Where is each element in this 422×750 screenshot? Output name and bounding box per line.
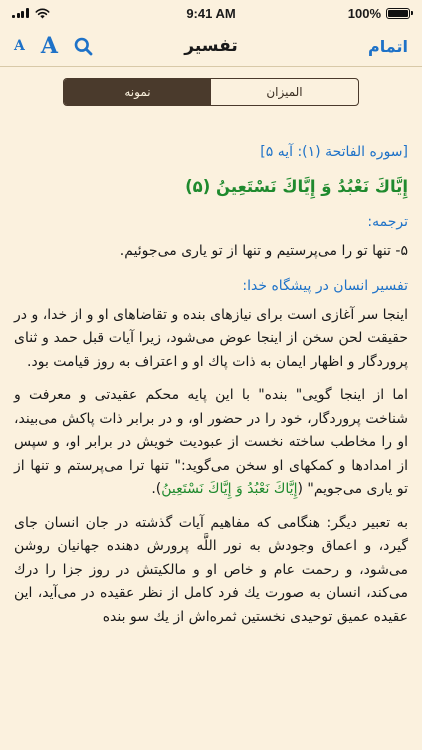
battery-icon — [386, 8, 410, 19]
search-icon[interactable] — [74, 37, 93, 56]
page-title: تفسیر — [184, 36, 238, 56]
translation-heading: ترجمه: — [367, 214, 408, 230]
paragraph-2-text: اما از اینجا گویی" بنده" با این پایه محکم عقیدتی و معرفت و شناخت پروردگار، خود را در حضور او، و در برابر ذات پاکش می‌بیند، او را مخاطب ساخته نخست از عبودیت خویش در برابر او، و سپس از امدادها و کمکهای او سخن می‌گوید:" تنها ترا می‌پرستم و تنها از تو یاری می‌جویم" ( — [14, 387, 408, 497]
tafsir-content — [14, 140, 408, 629]
battery-percentage: 100% — [347, 5, 381, 21]
paragraph-3: به تعبیر دیگر: هنگامی که مفاهیم آیات گذشته در جان انسان جای گیرد، و اعماق وجودش به نور اللَّه پرورش دهنده جهانیان روشن می‌شود، و رحمت عام و خاص او و مالکیتش در روز جزا را درك می‌كند، انسان به صورت یك فرد كامل از نظر عقیده در می‌آید، این عقیده عمیق توحیدی نخستین ثمره‌اش از یك سو بنده — [14, 514, 408, 625]
paragraph-1: اینجا سر آغازی است برای نیازهای بنده و تقاضاهای او و از خدا، و در حقیقت لحن سخن از اینجا عوض می‌شود، زیرا آیات قبل حمد و ثنای پروردگار و اظهار ایمان به ذات پاك او و اعتراف به روز قیامت بود. — [14, 306, 408, 370]
segment-almizan[interactable]: المیزان — [266, 85, 303, 99]
section-heading: تفسیر انسان در پیشگاه خدا: — [242, 277, 408, 294]
surah-reference: [سوره الفاتحة (١): آيه ۵] — [260, 144, 408, 160]
navigation-bar — [0, 26, 422, 66]
status-left — [12, 8, 132, 19]
tafsir-source-segmented-control — [63, 78, 359, 106]
paragraph-2-end: ). — [151, 481, 162, 497]
nav-left-controls — [14, 33, 134, 59]
paragraph-2-verse: إِيَّاكَ نَعْبُدُ وَ إِيَّاكَ نَسْتَعِينُ — [161, 481, 298, 497]
status-time: 9:41 AM — [186, 5, 236, 21]
done-button[interactable]: اتمام — [368, 36, 408, 56]
increase-font-button[interactable]: A — [40, 33, 58, 59]
translation-text: ۵- تنها تو را می‌پرستیم و تنها از تو یاری می‌جوئیم. — [119, 243, 408, 259]
cellular-signal-icon — [12, 8, 29, 18]
wifi-icon — [35, 8, 50, 19]
status-right — [290, 6, 410, 21]
nav-divider — [0, 66, 422, 67]
paragraph-2 — [14, 384, 408, 502]
decrease-font-button[interactable]: A — [14, 38, 25, 54]
status-bar — [0, 0, 422, 26]
segment-nemooneh[interactable]: نمونه — [64, 79, 211, 105]
quran-verse: إِيَّاكَ نَعْبُدُ وَ إِيَّاكَ نَسْتَعِينُ (۵) — [185, 177, 408, 196]
